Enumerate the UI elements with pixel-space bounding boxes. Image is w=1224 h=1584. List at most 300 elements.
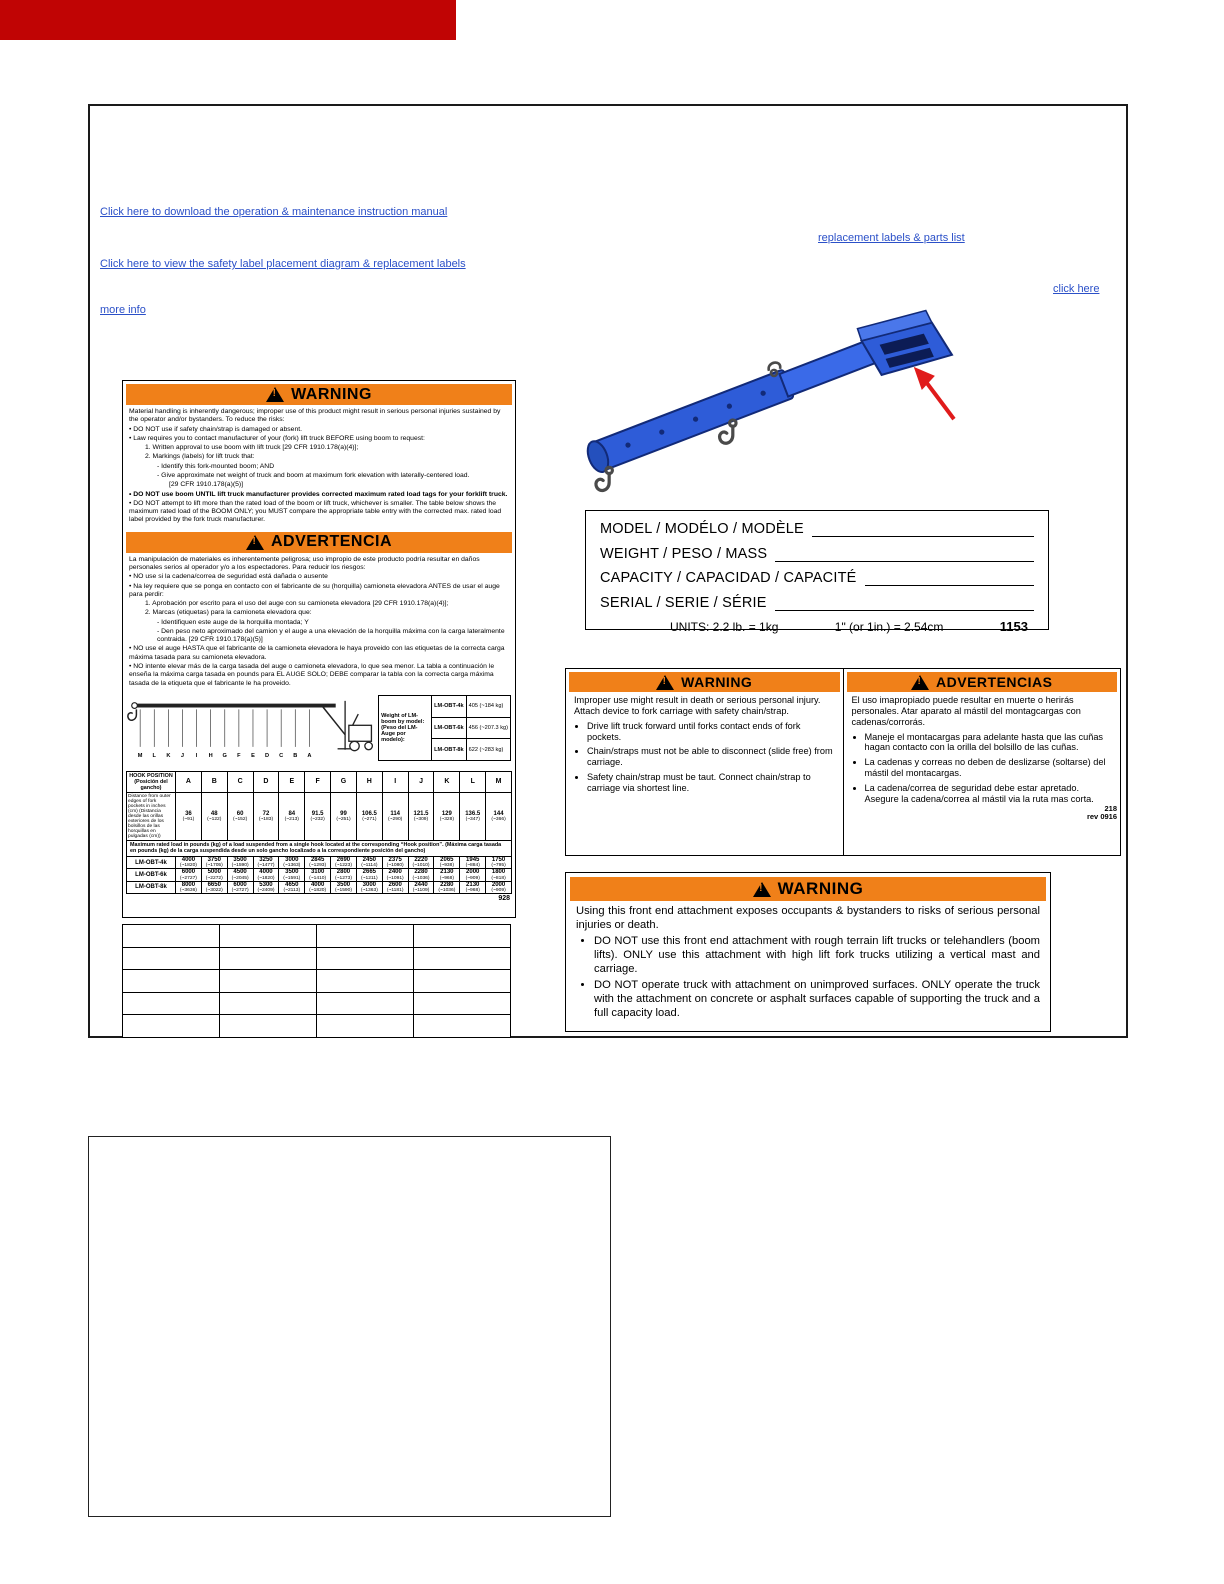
- load-cell: [176, 869, 202, 881]
- warning-body: [566, 694, 843, 800]
- distance-cm: (~91): [182, 816, 195, 822]
- notes-frame: [88, 1136, 611, 1517]
- load-cell: [253, 856, 279, 868]
- warning-line: • DO NOT attempt to lift more than the rated load of the boom or lift truck, whichever is smaller. The table below shows the maximum rated load of the BOOM ONLY; you MUST compare the appropriate table entry with the corrected max. rated load label provided by the fork truck manufacturer.: [129, 499, 502, 524]
- load-kg: (~1705): [205, 863, 223, 869]
- max-load-note: Maximum rated load in pounds (kg) of a load suspended from a single hook located at the corresponding “Hook position”. (Máxima carga tasada en pounds (kg) de la carga suspendida desde un solo gancho localizado a la correspondiente posición del gancho): [127, 840, 512, 856]
- document-link[interactable]: click here: [1053, 283, 1100, 295]
- warning-line: • Na ley requiere que se ponga en contacto con el fabricante de su (horquilla) camioneta elevadora ANTES de usar el auge para perdir:: [129, 582, 500, 598]
- load-kg: (~3022): [205, 888, 223, 894]
- load-kg: (~2045): [231, 875, 249, 881]
- empty-grid-cell: [317, 925, 414, 948]
- empty-grid-cell: [317, 970, 414, 993]
- serial-label: SERIAL / SERIE / SÉRIE: [600, 594, 767, 611]
- weight-label: WEIGHT / PESO / MASS: [600, 545, 768, 562]
- advertencias-bullet: • La cadena/correa de seguridad debe estar apretado. Asegure la cadena/correa al mástil via la ruta mas corta.: [865, 783, 1113, 805]
- model-load-row: [127, 869, 512, 881]
- distance-cm: (~347): [465, 816, 480, 822]
- load-cell: [201, 881, 227, 893]
- load-cell: [408, 869, 434, 881]
- load-kg: (~1036): [438, 888, 456, 894]
- load-cell: [305, 856, 331, 868]
- top-red-banner: [0, 0, 456, 40]
- load-cell: [460, 856, 486, 868]
- distance-cm: (~122): [207, 816, 222, 822]
- load-cell: [382, 869, 408, 881]
- empty-grid-cell: [414, 1015, 511, 1038]
- label-part-number: 928: [498, 895, 510, 903]
- empty-grid-row: [123, 947, 511, 970]
- distance-inches: 136.5: [465, 810, 481, 817]
- hook-position-letter: B: [293, 753, 298, 760]
- empty-grid-cell: [220, 1015, 317, 1038]
- load-kg: (~1820): [309, 888, 327, 894]
- column-letter: L: [460, 771, 486, 792]
- load-lbs: 2400: [388, 869, 402, 876]
- load-lbs: 3000: [362, 881, 376, 888]
- blank-line: [775, 548, 1034, 562]
- load-kg: (~1010): [412, 863, 430, 869]
- distance-inches: 91.5: [311, 810, 324, 817]
- model-label: MODEL / MODÉLO / MODÈLE: [600, 521, 804, 537]
- load-kg: (~909): [465, 875, 480, 881]
- document-link[interactable]: Click here to download the operation & maintenance instruction manual: [100, 206, 448, 218]
- hook-position-letter: D: [265, 753, 270, 760]
- load-lbs: 5300: [259, 881, 273, 888]
- load-kg: (~1590): [334, 888, 352, 894]
- load-cell: [356, 881, 382, 893]
- load-lbs: 2130: [466, 881, 480, 888]
- distance-cell: [279, 792, 305, 840]
- load-cell: [279, 856, 305, 868]
- load-kg: (~1293): [309, 863, 327, 869]
- hook-position-letter: I: [195, 753, 198, 760]
- boom-illustration: [578, 288, 960, 500]
- load-cell: [382, 856, 408, 868]
- load-lbs: 2375: [388, 856, 402, 863]
- load-kg: (~2272): [205, 875, 223, 881]
- load-lbs: 6000: [233, 881, 247, 888]
- distance-cell: [408, 792, 434, 840]
- chain-strap-warning-label: [565, 668, 1121, 856]
- load-lbs: 3250: [259, 856, 273, 863]
- load-kg: (~1363): [360, 888, 378, 894]
- warning-body: [566, 904, 1050, 1020]
- conversion-text: 1" (or 1in.) = 2.54cm: [834, 620, 944, 634]
- load-cell: [460, 869, 486, 881]
- load-cell: [227, 856, 253, 868]
- load-lbs: 2280: [414, 869, 428, 876]
- warning-bullet: • DO NOT use this front end attachment with rough terrain lift trucks or telehandlers (boom lifts). ONLY use this attachment with high lift fork trucks utilizing a vertical mast and carriage.: [594, 934, 1040, 976]
- hook-position-letter: E: [251, 753, 255, 760]
- column-letter: G: [331, 771, 357, 792]
- warning-line: • DO NOT use if safety chain/strap is damaged or absent.: [129, 425, 303, 433]
- load-kg: (~1080): [386, 863, 404, 869]
- warning-line: 1. Aprobación por escrito para el uso del auge con su camioneta elevadora [29 CFR 1910.178(a)(4)];: [145, 600, 449, 608]
- distance-inches: 121.5: [413, 810, 429, 817]
- model-row: [600, 521, 1034, 537]
- empty-grid-row: [123, 1015, 511, 1038]
- empty-grid-cell: [414, 925, 511, 948]
- advertencias-bullet: • Maneje el montacargas para adelante hasta que las cuñas hagan contacto con la orilla del bolsillo de las cuñas.: [865, 732, 1113, 754]
- column-letter: I: [382, 771, 408, 792]
- column-letter: H: [356, 771, 382, 792]
- warning-line: 2. Markings (labels) for lift truck that:: [145, 453, 255, 461]
- empty-grid-cell: [220, 992, 317, 1015]
- warning-header-text: WARNING: [291, 385, 372, 403]
- weight-model: LM-OBT-6k: [432, 717, 467, 739]
- warning-bullet: • Drive lift truck forward until forks contact ends of fork pockets.: [587, 721, 835, 743]
- advertencias-bullet: • La cadenas y correas no deben de deslizarse (soltarse) del mástil del montacargas.: [865, 757, 1113, 779]
- warning-line: • DO NOT use boom UNTIL lift truck manufacturer provides corrected maximum rated load tags for your forklift truck.: [129, 490, 508, 498]
- load-lbs: 2130: [440, 869, 454, 876]
- warning-triangle-icon: [246, 535, 264, 550]
- hook-position-letter: H: [208, 753, 213, 760]
- load-kg: (~1211): [361, 875, 378, 881]
- empty-grid-cell: [123, 925, 220, 948]
- label-part-number: 218 rev 0916: [1086, 803, 1117, 821]
- distance-cm: (~366): [491, 816, 506, 822]
- load-kg: (~884): [465, 863, 480, 869]
- load-cell: [331, 869, 357, 881]
- advertencias-header: [847, 672, 1118, 692]
- warning-line: La manipulación de materiales es inherentemente peligrosa; uso impropio de este producto podría resultar en daños personales serios al operador y/o a los espectadores. Para reducir los riesgos:: [129, 555, 480, 571]
- load-cell: [486, 869, 512, 881]
- warning-triangle-icon: [911, 675, 929, 690]
- load-cell: [486, 881, 512, 893]
- hook-position-letter: J: [180, 753, 185, 760]
- distance-inches: 99: [340, 810, 347, 817]
- hook-position-letter: A: [307, 753, 312, 760]
- warning-triangle-icon: [656, 675, 674, 690]
- blank-line: [812, 523, 1034, 537]
- warning-header: [569, 672, 840, 692]
- warning-line: - Identify this fork-mounted boom; AND: [157, 462, 275, 470]
- load-kg: (~968): [465, 888, 480, 894]
- distance-cm: (~290): [388, 816, 403, 822]
- warning-bullet: • DO NOT operate truck with attachment on unimproved surfaces. ONLY operate the truck with the attachment on concrete or asphalt surfaces capable of supporting the truck and a full capacity load.: [594, 978, 1040, 1020]
- advertencias-intro: El uso imapropiado puede resultar en muerte o herirás personales. Atar aparato al mástil del montagcargas con cadenas/corrorás.: [851, 695, 1081, 727]
- load-lbs: 3750: [207, 856, 221, 863]
- hook-position-diagram: [127, 693, 376, 767]
- warning-line: • NO use el auge HASTA que el fabricante de la camioneta elevadora le haya proveido con las etiquetas de la correcta carga máxima tasada para su camioneta elevadora.: [129, 645, 505, 661]
- note-row: [127, 840, 512, 856]
- distance-inches: 114: [390, 810, 401, 817]
- load-cell: [331, 856, 357, 868]
- load-lbs: 2280: [440, 881, 454, 888]
- load-table-header-row: [127, 771, 512, 792]
- advertencias-body: [844, 694, 1121, 811]
- distance-cm: (~213): [284, 816, 299, 822]
- load-lbs: 1945: [466, 856, 480, 863]
- distance-cell: [253, 792, 279, 840]
- empty-grid-row: [123, 970, 511, 993]
- distance-cell: [176, 792, 202, 840]
- capacity-row: [600, 570, 1034, 586]
- distance-cell: [227, 792, 253, 840]
- empty-grid-cell: [123, 1015, 220, 1038]
- load-lbs: 8000: [181, 881, 196, 888]
- distance-inches: 84: [288, 810, 296, 817]
- load-kg: (~3636): [179, 888, 197, 894]
- distance-cm: (~328): [439, 816, 454, 822]
- load-lbs: 2450: [362, 856, 376, 863]
- warning-intro: Improper use might result in death or serious personal injury. Attach device to fork carriage with safety chain/strap.: [574, 695, 821, 716]
- load-kg: (~1410): [309, 875, 327, 881]
- load-lbs: 3000: [285, 856, 299, 863]
- load-cell: [382, 881, 408, 893]
- load-lbs: 2220: [414, 856, 428, 863]
- empty-grid-cell: [317, 1015, 414, 1038]
- weight-model: LM-OBT-8k: [432, 739, 467, 761]
- warning-header: [570, 877, 1046, 901]
- load-lbs: 1750: [491, 856, 506, 863]
- load-lbs: 3500: [233, 856, 247, 863]
- boom-weight-table: [378, 695, 511, 761]
- model-load-row: [127, 856, 512, 868]
- warning-line: • NO use si la cadena/correa de seguridad está dañada o ausente: [129, 573, 328, 581]
- load-kg: (~2409): [257, 888, 275, 894]
- load-cell: [227, 869, 253, 881]
- distance-label: Distance from outer edges of fork pockets in inches (cm) (Distancia desde las orillas exteriores de los bolsillos de las horquillas en pulgadas (cm)): [127, 792, 176, 840]
- weight-table-desc: Weight of LM-boom by model: (Peso del LM-Auge por modelo):: [379, 695, 432, 760]
- hook-position-letter: G: [222, 753, 227, 760]
- load-lbs: 1800: [491, 869, 506, 876]
- warning-column-en: [566, 669, 844, 855]
- column-letter: D: [253, 771, 279, 792]
- warning-line: Material handling is inherently dangerous; improper use of this product might result in serious personal injuries sustained by the operator and/or bystanders. To reduce the risks:: [129, 408, 501, 424]
- load-kg: (~938): [439, 863, 454, 869]
- load-cell: [279, 869, 305, 881]
- model-serial-box: [585, 510, 1049, 634]
- warning-column-es: [844, 669, 1121, 855]
- column-letter: E: [279, 771, 305, 792]
- load-kg: (~795): [491, 863, 506, 869]
- model-name: LM-OBT-6k: [127, 869, 176, 881]
- model-name: LM-OBT-8k: [127, 881, 176, 893]
- distance-cm: (~271): [362, 816, 377, 822]
- load-lbs: 2600: [388, 881, 402, 888]
- load-lbs: 3500: [285, 869, 299, 876]
- empty-grid-cell: [317, 947, 414, 970]
- warning-line: [29 CFR 1910.178(a)(5)]: [169, 481, 244, 489]
- advertencia-header: [126, 532, 512, 553]
- load-kg: (~1223): [334, 863, 352, 869]
- load-kg: (~2727): [231, 888, 249, 894]
- load-lbs: 2000: [491, 881, 506, 888]
- weight-row: [379, 695, 511, 717]
- red-pointer-arrow: [914, 367, 954, 419]
- load-kg: (~1363): [283, 863, 301, 869]
- distance-inches: 129: [441, 810, 452, 817]
- distance-cm: (~232): [310, 816, 325, 822]
- distance-inches: 144: [493, 810, 504, 817]
- document-link[interactable]: replacement labels & parts list: [818, 232, 965, 244]
- load-cell: [408, 856, 434, 868]
- load-cell: [434, 869, 460, 881]
- empty-grid-cell: [123, 970, 220, 993]
- load-lbs: 3100: [310, 869, 325, 876]
- load-cell: [253, 869, 279, 881]
- warning-bullet: • Chain/straps must not be able to disconnect (slide free) from carriage.: [587, 746, 835, 768]
- advertencias-header-text: ADVERTENCIAS: [936, 674, 1053, 690]
- distance-cell: [486, 792, 512, 840]
- blank-line: [865, 572, 1034, 586]
- load-kg: (~818): [491, 875, 506, 881]
- distance-inches: 72: [262, 810, 270, 817]
- weight-row: [600, 546, 1034, 562]
- advertencia-header-text: ADVERTENCIA: [270, 533, 393, 551]
- warning-triangle-icon: [266, 387, 284, 402]
- document-link[interactable]: Click here to view the safety label placement diagram & replacement labels: [100, 258, 466, 270]
- rated-load-table: [126, 771, 512, 894]
- weight-value: 456 (~207.3 kg): [466, 717, 510, 739]
- distance-inches: 48: [210, 810, 218, 817]
- distance-cell: [382, 792, 408, 840]
- load-kg: (~1591): [283, 875, 301, 881]
- load-cell: [305, 881, 331, 893]
- distance-cm: (~309): [413, 816, 429, 822]
- load-kg: (~1820): [179, 863, 197, 869]
- column-letter: F: [305, 771, 331, 792]
- units-row: [600, 619, 1034, 634]
- distance-row: [127, 792, 512, 840]
- model-load-row: [127, 881, 512, 893]
- warning-intro: Using this front end attachment exposes occupants & bystanders to risks of serious personal injuries or death.: [576, 905, 1040, 931]
- distance-cell: [356, 792, 382, 840]
- document-link[interactable]: more info: [100, 304, 146, 316]
- load-cell: [201, 856, 227, 868]
- load-kg: (~1036): [412, 875, 430, 881]
- warning-header-text: WARNING: [681, 674, 753, 690]
- load-lbs: 2845: [310, 856, 325, 863]
- column-letter: C: [227, 771, 253, 792]
- distance-cell: [331, 792, 357, 840]
- forklift-sketch: [338, 701, 373, 751]
- empty-grid-cell: [123, 992, 220, 1015]
- distance-cell: [460, 792, 486, 840]
- column-letter: A: [176, 771, 202, 792]
- distance-inches: 36: [185, 810, 192, 817]
- label-part-number: 1153: [999, 619, 1028, 634]
- load-lbs: 4000: [259, 869, 273, 876]
- load-kg: (~2113): [283, 888, 301, 894]
- load-lbs: 2065: [440, 856, 454, 863]
- load-kg: (~1273): [334, 875, 352, 881]
- load-cell: [434, 881, 460, 893]
- load-lbs: 2440: [414, 881, 428, 888]
- hook-position-letter: L: [152, 753, 156, 760]
- empty-grid-row: [123, 992, 511, 1015]
- empty-grid-cell: [414, 970, 511, 993]
- distance-cm: (~183): [258, 816, 274, 822]
- load-cell: [305, 869, 331, 881]
- serial-row: [600, 595, 1034, 611]
- load-kg: (~1181): [386, 888, 404, 894]
- warning-triangle-icon: [753, 882, 771, 897]
- front-end-warning-label: [565, 872, 1051, 1032]
- warning-line: • NO intente elevar más de la carga tasada del auge o camioneta elevadora, lo que sea menor. La tabla a continuación le enseña la máxima carga tasada en pounds para EL AUGE SOLO; DEBE comparar la tabla con la correcta carga máxima tasada de la etiqueta que el fabricante le ha proveido.: [129, 663, 495, 687]
- load-cell: [408, 881, 434, 893]
- load-lbs: 4650: [285, 881, 299, 888]
- hook-position-letter: K: [166, 753, 171, 760]
- empty-grid-cell: [220, 947, 317, 970]
- load-cell: [279, 881, 305, 893]
- distance-cell: [434, 792, 460, 840]
- load-cell: [356, 856, 382, 868]
- empty-grid-cell: [317, 992, 414, 1015]
- load-cell: [331, 881, 357, 893]
- column-letter: K: [434, 771, 460, 792]
- warning-line: - Give approximate net weight of truck and boom at maximum fork elevation with laterally-centered load.: [157, 471, 470, 479]
- distance-cm: (~152): [232, 816, 248, 822]
- load-lbs: 6650: [207, 881, 221, 888]
- empty-grid-row: [123, 925, 511, 948]
- weight-value: 622 (~283 kg): [466, 739, 510, 761]
- load-kg: (~1091): [386, 875, 404, 881]
- blank-table: [122, 924, 511, 1038]
- load-lbs: 2800: [336, 869, 351, 876]
- load-kg: (~1109): [412, 888, 430, 894]
- load-cell: [356, 869, 382, 881]
- blank-line: [775, 597, 1034, 611]
- distance-inches: 60: [236, 810, 244, 817]
- load-kg: (~1477): [257, 863, 275, 869]
- warning-header: [126, 384, 512, 405]
- load-lbs: 5000: [207, 869, 221, 876]
- load-kg: (~1820): [257, 875, 275, 881]
- boom-product-image: [578, 288, 960, 500]
- load-cell: [176, 881, 202, 893]
- load-cell: [201, 869, 227, 881]
- load-lbs: 4000: [310, 881, 325, 888]
- distance-cm: (~251): [336, 816, 351, 822]
- load-cell: [486, 856, 512, 868]
- warning-line: • Law requires you to contact manufacturer of your (fork) lift truck BEFORE using boom to request:: [129, 434, 425, 442]
- hook-position-letter: M: [137, 753, 143, 760]
- load-kg: (~909): [491, 888, 506, 894]
- load-cell: [227, 881, 253, 893]
- distance-cell: [305, 792, 331, 840]
- load-cell: [253, 881, 279, 893]
- load-lbs: 2690: [336, 856, 351, 863]
- load-kg: (~1590): [231, 863, 249, 869]
- warning-body-es: [123, 555, 515, 692]
- weight-value: 405 (~184 kg): [466, 695, 510, 717]
- model-name: LM-OBT-4k: [127, 856, 176, 868]
- distance-inches: 106.5: [361, 810, 377, 817]
- distance-cell: [201, 792, 227, 840]
- load-lbs: 4500: [233, 869, 247, 876]
- column-letter: M: [486, 771, 512, 792]
- warning-bullet: • Safety chain/strap must be taut. Connect chain/strap to carriage via shortest line.: [587, 772, 835, 794]
- load-kg: (~968): [439, 875, 454, 881]
- warning-body-en: [123, 407, 515, 529]
- units-text: UNITS: 2.2 lb. = 1kg: [670, 620, 779, 634]
- weight-model: LM-OBT-4k: [432, 695, 467, 717]
- load-kg: (~2727): [179, 875, 197, 881]
- empty-grid-cell: [123, 947, 220, 970]
- load-lbs: 6000: [181, 869, 196, 876]
- warning-header-text: WARNING: [777, 879, 864, 898]
- empty-grid-cell: [220, 970, 317, 993]
- empty-grid-cell: [220, 925, 317, 948]
- warning-line: - Den peso neto aproximado del camion y el auge a una elevación de la horquilla máxima con la carga lateralmente contraida. [29 CFR 1910.178(a)(5)]: [157, 627, 505, 644]
- empty-grid-cell: [414, 992, 511, 1015]
- empty-grid-cell: [414, 947, 511, 970]
- hook-position-label: HOOK POSITION (Posición del gancho): [127, 771, 176, 792]
- hook-position-diagram-row: [127, 693, 511, 769]
